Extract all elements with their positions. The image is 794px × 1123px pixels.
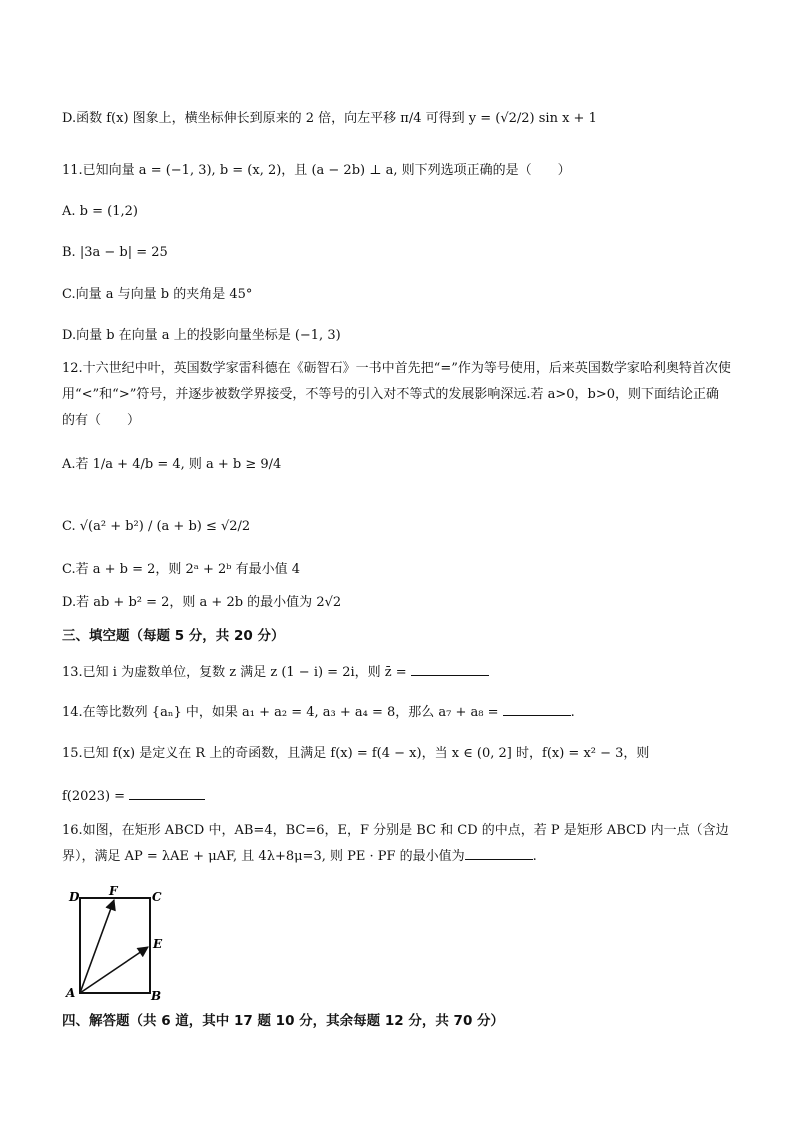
question-15-text: f(2023) = — [62, 789, 130, 804]
question-12-option-d: D.若 ab + b² = 2，则 a + 2b 的最小值为 2√2 — [62, 595, 342, 610]
question-11-option-b: B. |3a − b| = 25 — [62, 245, 168, 260]
question-16: 16.如图，在矩形 ABCD 中，AB=4，BC=6，E，F 分别是 BC 和 CD 的中点，若 P 是矩形 ABCD 内一点（含边界），满足 AP = λAE + μAF, 且 4λ+8μ=3, 则 PE · PF 的最小值为 . — [62, 823, 729, 864]
question-13 — [62, 663, 489, 682]
label-b: B — [151, 989, 162, 1003]
question-10-option-d: D.函数 f(x) 图象上，横坐标伸长到原来的 2 倍，向左平移 π/4 可得到 y = (√2/2) sin x + 1 — [62, 111, 597, 126]
question-13-text: 13.已知 i 为虚数单位，复数 z 满足 z (1 − i) = 2i，则 z̄ = — [62, 665, 411, 680]
question-12-option-b: C. √(a² + b²) / (a + b) ≤ √2/2 — [62, 519, 251, 534]
rectangle-abcd — [80, 898, 150, 993]
answer-blank-13 — [411, 663, 489, 676]
question-14-text: 14.在等比数列 {aₙ} 中，如果 a₁ + a₂ = 4, a₃ + a₄ = 8，那么 a₇ + a₈ = — [62, 705, 503, 720]
vector-ae — [80, 947, 148, 993]
answer-blank-15 — [129, 787, 205, 800]
vector-af — [80, 900, 114, 993]
label-a: A — [66, 986, 76, 1000]
section-4-heading: 四、解答题（共 6 道，其中 17 题 10 分，其余每题 12 分，共 70 分） — [62, 1013, 505, 1029]
question-12-option-c: C.若 a + b = 2，则 2ᵃ + 2ᵇ 有最小值 4 — [62, 562, 300, 577]
label-e: E — [153, 937, 163, 951]
question-15-stem: 15.已知 f(x) 是定义在 R 上的奇函数，且满足 f(x) = f(4 − x)，当 x ∈ (0, 2] 时，f(x) = x² − 3，则 — [62, 746, 650, 761]
question-12-option-a: A.若 1/a + 4/b = 4, 则 a + b ≥ 9/4 — [62, 457, 282, 472]
question-11-option-c: C.向量 a 与向量 b 的夹角是 45° — [62, 287, 253, 302]
answer-blank-14 — [503, 703, 571, 716]
label-d: D — [69, 890, 80, 904]
question-16-text: 16.如图，在矩形 ABCD 中，AB=4，BC=6，E，F 分别是 BC 和 CD 的中点，若 P 是矩形 ABCD 内一点（含边界），满足 AP = λAE + μAF, 且 4λ+8μ=3, 则 PE · PF 的最小值为 — [62, 823, 729, 864]
question-12-stem: 12.十六世纪中叶，英国数学家雷科德在《砺智石》一书中首先把“=”作为等号使用，后来英国数学家哈利奥特首次使用“<”和“>”符号，并逐步被数学界接受，不等号的引入对不等式的发展影响深远.若 a>0，b>0，则下面结论正确的有（ ） — [62, 361, 731, 428]
question-11-option-a: A. b = (1,2) — [62, 204, 138, 219]
label-f: F — [109, 884, 118, 898]
label-c: C — [152, 890, 162, 904]
question-11-stem: 11.已知向量 a = (−1, 3), b = (x, 2)，且 (a − 2b) ⊥ a, 则下列选项正确的是（ ） — [62, 163, 571, 178]
rectangle-figure — [62, 883, 172, 1003]
section-3-heading: 三、填空题（每题 5 分，共 20 分） — [62, 628, 285, 644]
question-11-option-d: D.向量 b 在向量 a 上的投影向量坐标是 (−1, 3) — [62, 328, 341, 343]
answer-blank-16 — [465, 847, 533, 860]
question-15 — [62, 787, 205, 806]
question-14: 14.在等比数列 {aₙ} 中，如果 a₁ + a₂ = 4, a₃ + a₄ = 8，那么 a₇ + a₈ = . — [62, 705, 575, 720]
